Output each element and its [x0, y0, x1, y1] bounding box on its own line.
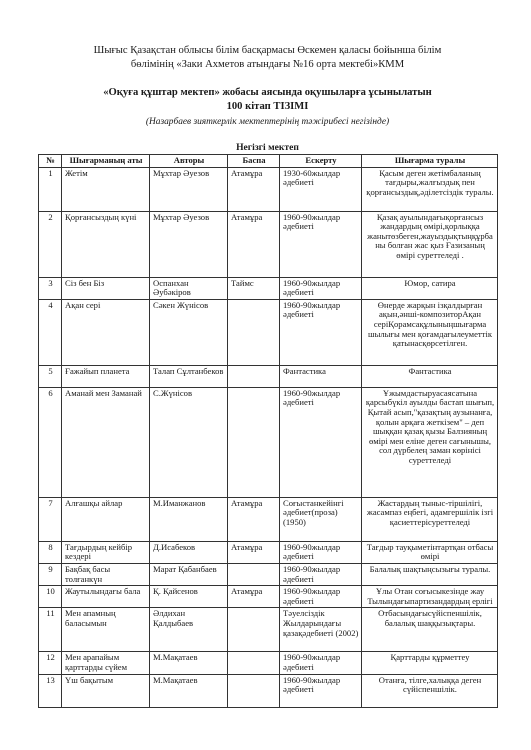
list-subtitle: (Назарбаев зияткерлік мектептерінің тәжірибесі негізінде) [145, 117, 390, 127]
book-author: С.Жүнісов [150, 387, 228, 497]
book-publisher: Атамұра [228, 586, 280, 608]
column-header-number: № [39, 155, 62, 168]
table-row [39, 299, 498, 365]
book-author: Сәкен Жүнісов [150, 299, 228, 365]
book-description: Қазақ ауылындағықорғансыз жандардың өмірі,қорлыққа жанытөзбеген,жауыздықтыңқұрбаны болған жас қыз Ғазизаның өмірі суреттеледі . [362, 211, 498, 277]
book-publisher [228, 608, 280, 652]
book-note: 1930-60жылдар әдебиеті [280, 167, 362, 211]
book-note: 1960-90жылдар әдебиеті [280, 211, 362, 277]
table-row [39, 167, 498, 211]
table-row [39, 608, 498, 652]
book-title: Мен арапайым қарттарды сүйем [62, 652, 150, 674]
row-number: 13 [39, 674, 62, 707]
book-title: Жаутылындағы бала [62, 586, 150, 608]
book-note: 1960-90жылдар әдебиеті [280, 299, 362, 365]
table-row [39, 365, 498, 387]
row-number: 8 [39, 541, 62, 563]
book-description: Өнерде жарқын ізқалдырған ақын,әнші-композиторАқан серіҚорамсақұлыныңшығарма шылығы мен қоғамдағылеуметтік қатынасқөрсетілген. [362, 299, 498, 365]
book-author: М.Мақатаев [150, 674, 228, 707]
book-title: Ақан сері [62, 299, 150, 365]
book-title: Мен апамның баласымын [62, 608, 150, 652]
book-publisher: Таймс [228, 277, 280, 299]
book-author: М.Мақатаев [150, 652, 228, 674]
book-note: Соғыстанкейінгі әдебиет(проза) (1950) [280, 497, 362, 541]
section-title: Негізгі мектеп [236, 142, 299, 153]
table-row [39, 277, 498, 299]
book-title: Ғажайып планета [62, 365, 150, 387]
row-number: 9 [39, 563, 62, 585]
book-author: М.Иманжанов [150, 497, 228, 541]
book-description: Балалық шақтыңсызығы туралы. [362, 563, 498, 585]
table-row [39, 497, 498, 541]
book-description: Ұлы Отан соғысыкезінде жау Тылындағыпартизандардың ерлігі [362, 586, 498, 608]
row-number: 4 [39, 299, 62, 365]
book-note: Фантастика [280, 365, 362, 387]
book-author: Мұхтар Әуезов [150, 167, 228, 211]
book-description: Отбасындағысүйіспеншілік, балалық шаққызықтары. [362, 608, 498, 652]
row-number: 10 [39, 586, 62, 608]
column-header-about: Шығарма туралы [362, 155, 498, 168]
row-number: 2 [39, 211, 62, 277]
column-header-title: Шығарманың аты [62, 155, 150, 168]
list-title-line-1: «Оқуға құштар мектеп» жобасы аясында оқушыларға ұсынылатын [103, 87, 432, 98]
book-author: Әлдихан Қалдыбаев [150, 608, 228, 652]
book-note: 1960-90жылдар әдебиеті [280, 387, 362, 497]
book-list-table [38, 154, 498, 708]
table-row [39, 652, 498, 674]
book-publisher: Атамұра [228, 497, 280, 541]
book-publisher [228, 299, 280, 365]
table-row [39, 563, 498, 585]
book-title: Аманай мен Заманай [62, 387, 150, 497]
book-publisher: Атамұра [228, 541, 280, 563]
book-author: Оспанхан Әубәкіров [150, 277, 228, 299]
book-note: 1960-90жылдар әдебиеті [280, 586, 362, 608]
org-header-line-1: Шығыс Қазақстан облысы білім басқармасы Өскемен қаласы бойынша білім [93, 45, 442, 56]
book-title: Қорғансыздың күні [62, 211, 150, 277]
row-number: 6 [39, 387, 62, 497]
book-description: Қарттарды құрметтеу [362, 652, 498, 674]
book-author: Талап Сұлтанбеков [150, 365, 228, 387]
table-row [39, 586, 498, 608]
book-note: 1960-90жылдар әдебиеті [280, 652, 362, 674]
table-row [39, 387, 498, 497]
book-author: Марат Қабанбаев [150, 563, 228, 585]
table-row [39, 541, 498, 563]
list-title-line-2: 100 кітап ТІЗІМІ [226, 101, 309, 112]
row-number: 1 [39, 167, 62, 211]
book-title: Бақбақ басы толғанкүн [62, 563, 150, 585]
column-header-publisher: Баспа [228, 155, 280, 168]
book-author: Қ. Қайсенов [150, 586, 228, 608]
book-publisher [228, 652, 280, 674]
book-title: Сіз бен Біз [62, 277, 150, 299]
row-number: 7 [39, 497, 62, 541]
book-publisher: Атамұра [228, 167, 280, 211]
book-description: Фантастика [362, 365, 498, 387]
table-header-row [39, 155, 498, 168]
book-description: Отанға, тілге,халыққа деген сүйіспеншілік. [362, 674, 498, 707]
book-title: Алғашқы айлар [62, 497, 150, 541]
org-header-line-2: бөлімінің «Заки Ахметов атындағы №16 орта мектебі»КММ [130, 59, 405, 70]
column-header-author: Авторы [150, 155, 228, 168]
book-publisher [228, 674, 280, 707]
book-publisher [228, 387, 280, 497]
book-publisher [228, 563, 280, 585]
book-title: Жетім [62, 167, 150, 211]
book-description: Жастардың тыныс-тіршілігі, жасампаз еңбегі, адамгершілік ізгі қасиеттерісуреттеледі [362, 497, 498, 541]
row-number: 11 [39, 608, 62, 652]
book-note: 1960-90жылдар әдебиеті [280, 277, 362, 299]
book-description: Юмор, сатира [362, 277, 498, 299]
book-note: 1960-90жылдар әдебиеті [280, 541, 362, 563]
book-note: Тәуелсіздік Жылдарындағы қазақәдебиеті (2002) [280, 608, 362, 652]
book-title: Үш бақытым [62, 674, 150, 707]
book-publisher: Атамұра [228, 211, 280, 277]
book-note: 1960-90жылдар әдебиеті [280, 563, 362, 585]
column-header-note: Ескерту [280, 155, 362, 168]
book-author: Д.Исабеков [150, 541, 228, 563]
book-note: 1960-90жылдар әдебиеті [280, 674, 362, 707]
table-row [39, 211, 498, 277]
book-title: Тағдырдың кейбір кездері [62, 541, 150, 563]
row-number: 3 [39, 277, 62, 299]
book-description: Тағдыр тауқыметінтартқан отбасы өмірі [362, 541, 498, 563]
table-row [39, 674, 498, 707]
book-description: Ұжымдастыруасаясатына қарсыбүкіл ауылды бастап шығып, Қытай асып,"қазақтың аузынанға, қолын арқаға жеткізем" – деп шыққан қазақ қызы Балзияның өмірі мен еліне деген сағынышы, сол дүрбелең заман көрінісі суреттеледі [362, 387, 498, 497]
book-publisher [228, 365, 280, 387]
row-number: 5 [39, 365, 62, 387]
row-number: 12 [39, 652, 62, 674]
book-description: Қасым деген жетімбаланың тағдыры,жалғыздық пен қорғансыздық,әділетсіздік туралы. [362, 167, 498, 211]
book-author: Мұхтар Әуезов [150, 211, 228, 277]
